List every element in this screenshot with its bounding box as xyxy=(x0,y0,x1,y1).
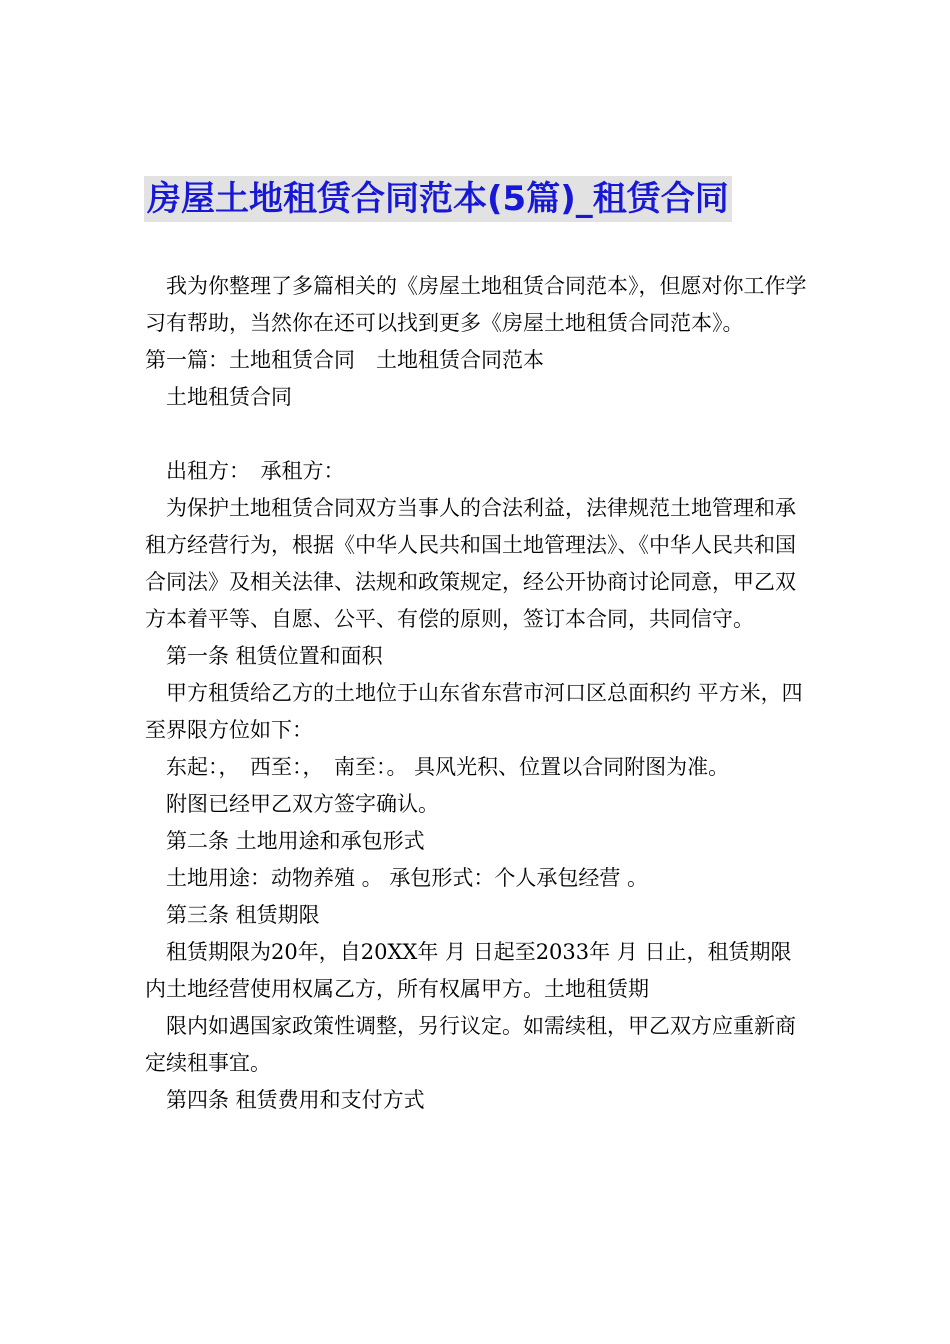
article-1-heading: 第一条 租赁位置和面积 xyxy=(166,644,383,668)
document-title: 房屋土地租赁合同范本(5篇)_租赁合同 xyxy=(144,176,732,222)
boundaries-line: 东起：， 西至：， 南至：。 具风光积、位置以合同附图为准。 xyxy=(166,755,730,779)
document-body xyxy=(145,268,810,1119)
parties-line: 出租方： 承租方： xyxy=(166,459,345,483)
article-2-heading: 第二条 土地用途和承包形式 xyxy=(166,829,425,853)
article-3-heading: 第三条 租赁期限 xyxy=(166,903,320,927)
intro-paragraph: 我为你整理了多篇相关的《房屋土地租赁合同范本》，但愿对你工作学习有帮助，当然你在还可以找到更多《房屋土地租赁合同范本》。 xyxy=(145,274,807,335)
article-1-text: 甲方租赁给乙方的土地位于山东省东营市河口区总面积约 平方米，四至界限方位如下： xyxy=(145,681,803,742)
attachment-note: 附图已经甲乙双方签字确认。 xyxy=(166,792,439,816)
contract-title: 土地租赁合同 xyxy=(166,385,292,409)
preamble-paragraph: 为保护土地租赁合同双方当事人的合法利益，法律规范土地管理和承租方经营行为，根据《中华人民共和国土地管理法》、《中华人民共和国合同法》及相关法律、法规和政策规定，经公开协商讨论同意，甲乙双方本着平等、自愿、公平、有偿的原则，签订本合同，共同信守。 xyxy=(145,496,796,631)
section-heading-1: 第一篇：土地租赁合同 土地租赁合同范本 xyxy=(145,348,544,372)
article-3-text: 租赁期限为20年，自20XX年 月 日起至2033年 月 日止，租赁期限内土地经营使用权属乙方，所有权属甲方。土地租赁期 xyxy=(145,940,792,1001)
article-4-heading: 第四条 租赁费用和支付方式 xyxy=(166,1088,425,1112)
article-3-text-cont: 限内如遇国家政策性调整，另行议定。如需续租，甲乙双方应重新商定续租事宜。 xyxy=(145,1014,796,1075)
article-2-text: 土地用途：动物养殖 。 承包形式：个人承包经营 。 xyxy=(166,866,649,890)
blank-line xyxy=(145,416,810,453)
